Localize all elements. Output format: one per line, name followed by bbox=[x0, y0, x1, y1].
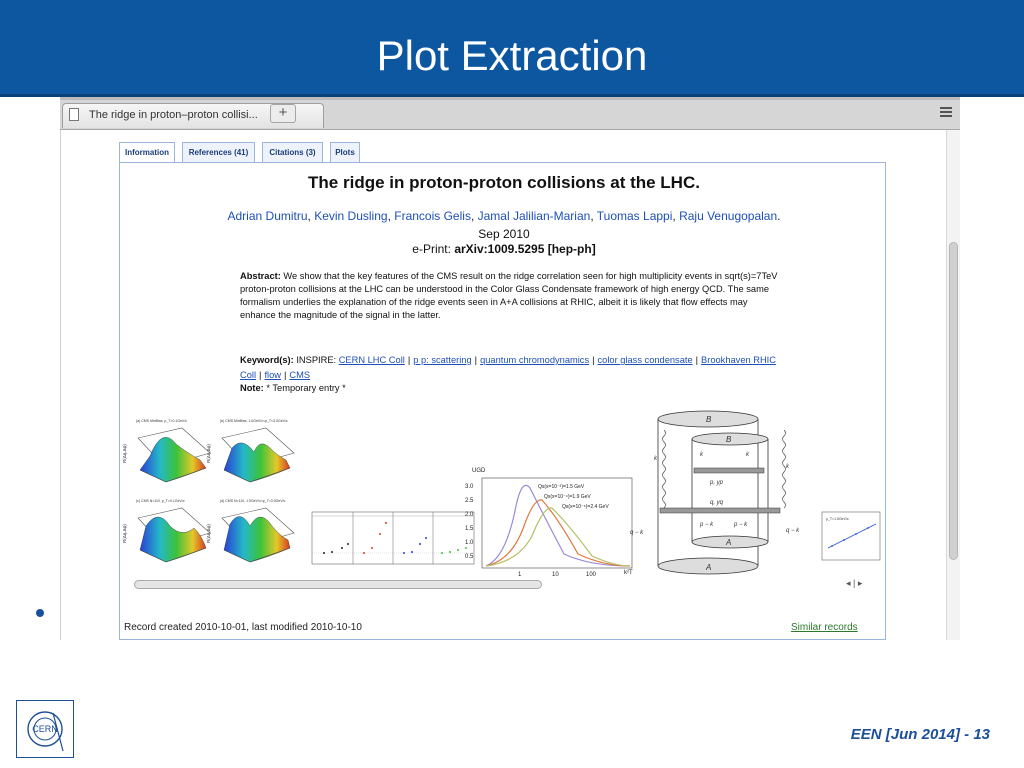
diagram-label: p − k bbox=[700, 522, 714, 528]
diagram-label: k bbox=[654, 456, 657, 462]
ugd-plot[interactable] bbox=[465, 468, 633, 578]
eprint-id: arXiv:1009.5295 [hep-ph] bbox=[454, 242, 596, 256]
surface-plot-b[interactable] bbox=[206, 419, 294, 482]
axis-label: R(Δη,Δφ) bbox=[206, 524, 211, 543]
keyword-link[interactable]: CERN LHC Coll bbox=[338, 355, 405, 365]
cern-logo-text: CERN bbox=[32, 724, 58, 734]
axis-label: R(Δη,Δφ) bbox=[206, 444, 211, 463]
ugd-xlabel: k²T bbox=[624, 570, 633, 576]
author-link[interactable]: Raju Venugopalan bbox=[679, 209, 778, 223]
page-icon bbox=[69, 108, 79, 121]
tab-references[interactable]: References (41) bbox=[182, 142, 255, 163]
cern-logo-icon bbox=[17, 701, 73, 757]
axis-label: R(Δη,Δφ) bbox=[122, 444, 127, 463]
diagram-label: q, yq bbox=[710, 500, 724, 506]
abstract bbox=[240, 270, 780, 322]
note bbox=[240, 383, 346, 393]
note-label: Note: bbox=[240, 383, 264, 393]
surface-caption: (b) CMS MinBias, 1.0GeV/c<p_T<3.0GeV/c bbox=[220, 419, 288, 423]
ugd-ytick: 3.0 bbox=[465, 484, 474, 490]
keyword-link[interactable]: Brookhaven RHIC Coll bbox=[240, 355, 776, 380]
diagram-label: p, yp bbox=[710, 480, 724, 486]
ugd-xtick: 100 bbox=[586, 572, 597, 578]
author-link[interactable]: Jamal Jalilian-Marian bbox=[477, 209, 591, 223]
multipanel-plot[interactable] bbox=[312, 512, 474, 564]
keyword-link[interactable]: CMS bbox=[289, 370, 311, 380]
vertical-scrollbar-thumb[interactable] bbox=[949, 242, 958, 560]
diagram-label: B bbox=[706, 415, 712, 424]
author-list: Adrian Dumitru, Kevin Dusling, Francois Gelis, Jamal Jalilian-Marian, Tuomas Lappi, Raju Venugopalan. bbox=[227, 209, 781, 223]
diagram-label: p − k bbox=[734, 522, 748, 528]
diagram-label: A bbox=[706, 563, 712, 572]
diagram-label: A bbox=[726, 538, 732, 547]
slide-header bbox=[0, 0, 1024, 97]
ugd-ytick: 2.0 bbox=[465, 512, 474, 518]
feynman-cylinder-diagram[interactable] bbox=[630, 411, 800, 574]
mini-plot-label: p_T=1.5GeV/c bbox=[826, 517, 849, 521]
tab-plots[interactable]: Plots bbox=[330, 142, 360, 163]
surface-caption: (d) CMS N>110, 1.0GeV/c<p_T<3.0GeV/c bbox=[220, 499, 286, 503]
ugd-xtick: 1 bbox=[518, 572, 522, 578]
abstract-label: Abstract: bbox=[240, 271, 281, 281]
abstract-text: We show that the key features of the CMS result on the ridge correlation seen for high multiplicity events in sqrt(s)=7TeV proton-proton collisions at the LHC can be understood in the Color Glass Condensate framework of high energy QCD. The same formalism underlies the explanation of the ridge events seen in A+A collisions at RHIC, albeit it is likely that flow effects may enhance the magnitude of the signal in the latter. bbox=[240, 271, 778, 320]
similar-records-link[interactable]: Similar records bbox=[791, 622, 858, 633]
ugd-legend: Qs(x=10⁻²)=1.5 GeV bbox=[538, 484, 585, 490]
ugd-ylabel: UGD bbox=[472, 468, 486, 474]
surface-plot-a[interactable] bbox=[122, 419, 210, 482]
slide-title: Plot Extraction bbox=[376, 32, 648, 79]
browser-tab-title: The ridge in proton–proton collisi... bbox=[89, 109, 258, 121]
author-link[interactable]: Kevin Dusling bbox=[314, 209, 388, 223]
diagram-label: k bbox=[746, 452, 749, 458]
diagram-label: q − k bbox=[786, 528, 800, 534]
figure-strip bbox=[120, 408, 890, 578]
note-text: * Temporary entry * bbox=[266, 383, 346, 393]
keyword-link[interactable]: p p: scattering bbox=[413, 355, 472, 365]
eprint-label: e-Print: bbox=[412, 242, 451, 256]
author-link[interactable]: Adrian Dumitru bbox=[227, 209, 308, 223]
horizontal-scrollbar-thumb[interactable] bbox=[134, 580, 542, 589]
cern-logo bbox=[16, 700, 74, 758]
ugd-legend: Qs(x=10⁻⁴)=1.9 GeV bbox=[544, 494, 591, 500]
eprint-line bbox=[120, 242, 888, 256]
ugd-xtick: 10 bbox=[552, 572, 559, 578]
axis-label: R(Δη,Δφ) bbox=[122, 524, 127, 543]
keywords-label: Keyword(s): bbox=[240, 355, 294, 365]
keyword-link[interactable]: color glass condensate bbox=[597, 355, 693, 365]
tab-citations[interactable]: Citations (3) bbox=[262, 142, 323, 163]
bullet-point bbox=[36, 609, 44, 617]
new-tab-button[interactable]: + bbox=[270, 104, 296, 123]
vertical-scrollbar[interactable] bbox=[946, 130, 960, 640]
paper-title: The ridge in proton-proton collisions at the LHC. bbox=[308, 173, 700, 192]
diagram-label: k bbox=[700, 452, 703, 458]
surface-caption: (c) CMS N>110, p_T>0.1GeV/c bbox=[136, 499, 185, 503]
ugd-legend: Qs(x=10⁻⁶)=2.4 GeV bbox=[562, 504, 609, 510]
ugd-ytick: 2.5 bbox=[465, 498, 474, 504]
surface-caption: (a) CMS MinBias, p_T>0.1GeV/c bbox=[136, 419, 188, 423]
mini-line-plot[interactable] bbox=[822, 512, 880, 560]
scroll-arrows[interactable]: ◂ | ▸ bbox=[846, 578, 863, 588]
slide-footer-label: EEN [Jun 2014] - 13 bbox=[850, 726, 990, 743]
tab-information[interactable]: Information bbox=[119, 142, 175, 164]
record-info: Record created 2010-10-01, last modified 2010-10-10 bbox=[124, 622, 362, 633]
keyword-link[interactable]: quantum chromodynamics bbox=[480, 355, 590, 365]
keywords: Keyword(s): INSPIRE: CERN LHC Coll | p p: scattering | quantum chromodynamics | color glass condensate | Brookhaven RHIC Coll | flow | CMS bbox=[240, 355, 776, 380]
surface-plot-d[interactable] bbox=[206, 499, 294, 562]
author-link[interactable]: Tuomas Lappi bbox=[596, 209, 673, 223]
horizontal-scrollbar[interactable] bbox=[122, 578, 880, 592]
keyword-link[interactable]: flow bbox=[264, 370, 281, 380]
diagram-label: k bbox=[786, 464, 789, 470]
ugd-ytick: 1.5 bbox=[465, 526, 474, 532]
ugd-ytick: 1.0 bbox=[465, 540, 474, 546]
author-link[interactable]: Francois Gelis bbox=[394, 209, 471, 223]
keywords-prefix: INSPIRE: bbox=[296, 355, 337, 365]
ugd-ytick: 0.5 bbox=[465, 554, 474, 560]
tab-menu-icon[interactable] bbox=[940, 107, 952, 117]
publication-date: Sep 2010 bbox=[478, 227, 530, 241]
diagram-label: q − k bbox=[630, 530, 644, 536]
surface-plot-c[interactable] bbox=[122, 499, 210, 562]
diagram-label: B bbox=[726, 435, 732, 444]
browser-tab-bar bbox=[60, 100, 960, 130]
